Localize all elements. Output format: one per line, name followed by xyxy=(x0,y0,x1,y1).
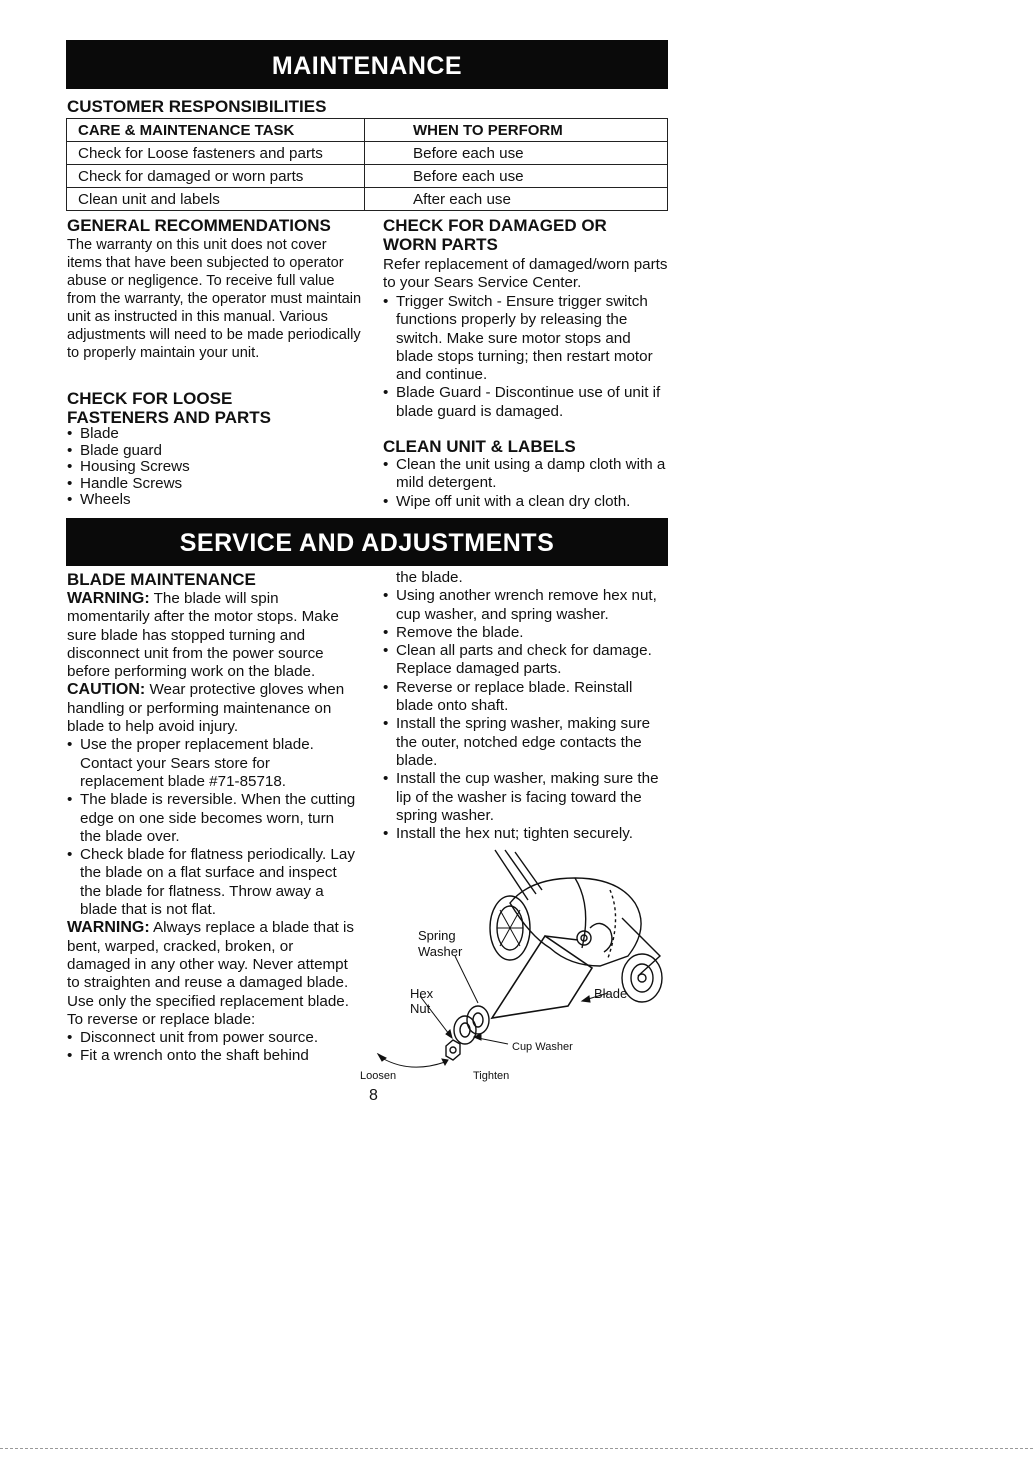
list-item: • Wheels xyxy=(67,492,357,509)
list-item: • Install the hex nut; tighten securely. xyxy=(383,825,668,843)
list-item: • Use the proper replacement blade. Contact your Sears store for replacement blade #71-85718. xyxy=(67,736,357,791)
service-banner xyxy=(66,518,668,566)
table-cell-task: Check for Loose fasteners and parts xyxy=(67,142,365,165)
general-recommendations-heading: GENERAL RECOMMENDATIONS xyxy=(67,216,331,235)
blade-maintenance-heading: BLADE MAINTENANCE xyxy=(67,570,256,589)
table-row xyxy=(67,165,668,188)
table-header-task: CARE & MAINTENANCE TASK xyxy=(67,119,365,142)
warning-paragraph xyxy=(67,590,357,681)
list-item: • Clean all parts and check for damage. Replace damaged parts. xyxy=(383,642,668,679)
clean-unit-list xyxy=(383,456,668,511)
label-nut: Nut xyxy=(410,1001,431,1016)
list-item: • Housing Screws xyxy=(67,459,357,476)
table-header-when: WHEN TO PERFORM xyxy=(365,119,668,142)
continuation-text: the blade. xyxy=(396,569,463,586)
list-item: • Blade guard xyxy=(67,443,357,460)
caution-label: CAUTION: xyxy=(67,681,146,699)
table-header-row xyxy=(67,119,668,142)
damaged-parts-list xyxy=(383,293,668,421)
check-loose-heading-line1: CHECK FOR LOOSE xyxy=(67,389,233,408)
diagram-labels xyxy=(360,928,627,1082)
table-cell-when: Before each use xyxy=(365,165,668,188)
reverse-steps-continued xyxy=(383,569,668,843)
label-loosen: Loosen xyxy=(360,1070,397,1082)
warning-label: WARNING: xyxy=(67,919,150,937)
reverse-steps-list-continued xyxy=(383,587,668,843)
caution-paragraph xyxy=(67,681,357,736)
blade-maintenance-body xyxy=(67,590,357,1066)
edger-housing-illustration xyxy=(446,850,662,1060)
list-item: • Remove the blade. xyxy=(383,624,668,642)
list-item: • Check blade for flatness periodically. Lay the blade on a flat surface and inspect the blade for flatness. Throw away a blade that is not flat. xyxy=(67,846,357,919)
list-item: • Disconnect unit from power source. xyxy=(67,1029,357,1047)
footer-divider xyxy=(0,1448,1033,1449)
list-item: • Clean the unit using a damp cloth with a mild detergent. xyxy=(383,456,668,493)
label-blade: Blade xyxy=(594,986,628,1001)
list-item: • Install the spring washer, making sure the outer, notched edge contacts the blade. xyxy=(383,715,668,770)
list-item: • Install the cup washer, making sure the lip of the washer is facing toward the spring washer. xyxy=(383,770,668,825)
maintenance-table xyxy=(66,118,668,211)
list-item: • Fit a wrench onto the shaft behind xyxy=(67,1047,357,1065)
list-item: • Trigger Switch - Ensure trigger switch functions properly by releasing the switch. Make sure motor stops and blade stops turning; then restart motor and continue. xyxy=(383,293,668,384)
label-hex: Hex xyxy=(410,986,434,1001)
table-cell-task: Clean unit and labels xyxy=(67,188,365,211)
service-title: SERVICE AND ADJUSTMENTS xyxy=(179,529,555,557)
check-damaged-intro: Refer replacement of damaged/worn parts to your Sears Service Center. xyxy=(383,256,668,292)
list-item: • Handle Screws xyxy=(67,476,357,493)
check-loose-heading xyxy=(67,389,367,427)
reverse-intro: To reverse or replace blade: xyxy=(67,1010,256,1028)
reverse-steps-list xyxy=(67,1029,357,1066)
list-item: • Reverse or replace blade. Reinstall blade onto shaft. xyxy=(383,679,668,716)
table-cell-task: Check for damaged or worn parts xyxy=(67,165,365,188)
page-number: 8 xyxy=(369,1087,378,1104)
warning-replace-text: Always replace a blade that is bent, warped, cracked, broken, or damaged in any other way. Never attempt to straighten and reuse a damaged blade. Use only the specified replacement blade. xyxy=(67,919,354,1010)
loose-parts-list xyxy=(67,426,357,509)
check-damaged-heading-line1: CHECK FOR DAMAGED OR xyxy=(383,216,607,235)
check-damaged-heading-line2: WORN PARTS xyxy=(383,235,498,254)
general-recommendations-text: The warranty on this unit does not cover items that have been subjected to operator abuse or negligence. To receive full value from the warranty, the operator must maintain unit as instructed in this manual. Various adjustments will need to be made periodically to properly maintain your unit. xyxy=(67,237,362,361)
label-cup-washer: Cup Washer xyxy=(512,1041,573,1053)
check-damaged-heading xyxy=(383,216,673,254)
label-spring: Spring xyxy=(418,928,456,943)
list-item: • Blade Guard - Discontinue use of unit if blade guard is damaged. xyxy=(383,384,668,421)
label-tighten: Tighten xyxy=(473,1070,510,1082)
blade-tips-list xyxy=(67,736,357,919)
check-loose-heading-line2: FASTENERS AND PARTS xyxy=(67,408,272,427)
maintenance-title: MAINTENANCE xyxy=(271,52,463,80)
table-cell-when: Before each use xyxy=(365,142,668,165)
warning-label: WARNING: xyxy=(67,590,150,607)
caution-text: Wear protective gloves when handling or performing maintenance on blade to help avoid injury. xyxy=(67,681,345,736)
maintenance-banner xyxy=(66,40,668,89)
warning-text: The blade will spin momentarily after the motor stops. Make sure blade has stopped turning and disconnect unit from the power source before performing work on the blade. xyxy=(67,590,339,681)
clean-unit-heading: CLEAN UNIT & LABELS xyxy=(383,437,576,456)
customer-responsibilities-heading: CUSTOMER RESPONSIBILITIES xyxy=(67,97,327,116)
table-row xyxy=(67,188,668,211)
table-cell-when: After each use xyxy=(365,188,668,211)
list-item: • Wipe off unit with a clean dry cloth. xyxy=(383,493,668,511)
list-item: • Blade xyxy=(67,426,357,443)
list-item: • The blade is reversible. When the cutting edge on one side becomes worn, turn the blade over. xyxy=(67,791,357,846)
list-item: • Using another wrench remove hex nut, cup washer, and spring washer. xyxy=(383,587,668,624)
table-row xyxy=(67,142,668,165)
warning-replace-paragraph xyxy=(67,919,357,1010)
label-washer: Washer xyxy=(418,944,463,959)
blade-assembly-diagram xyxy=(360,848,670,1084)
